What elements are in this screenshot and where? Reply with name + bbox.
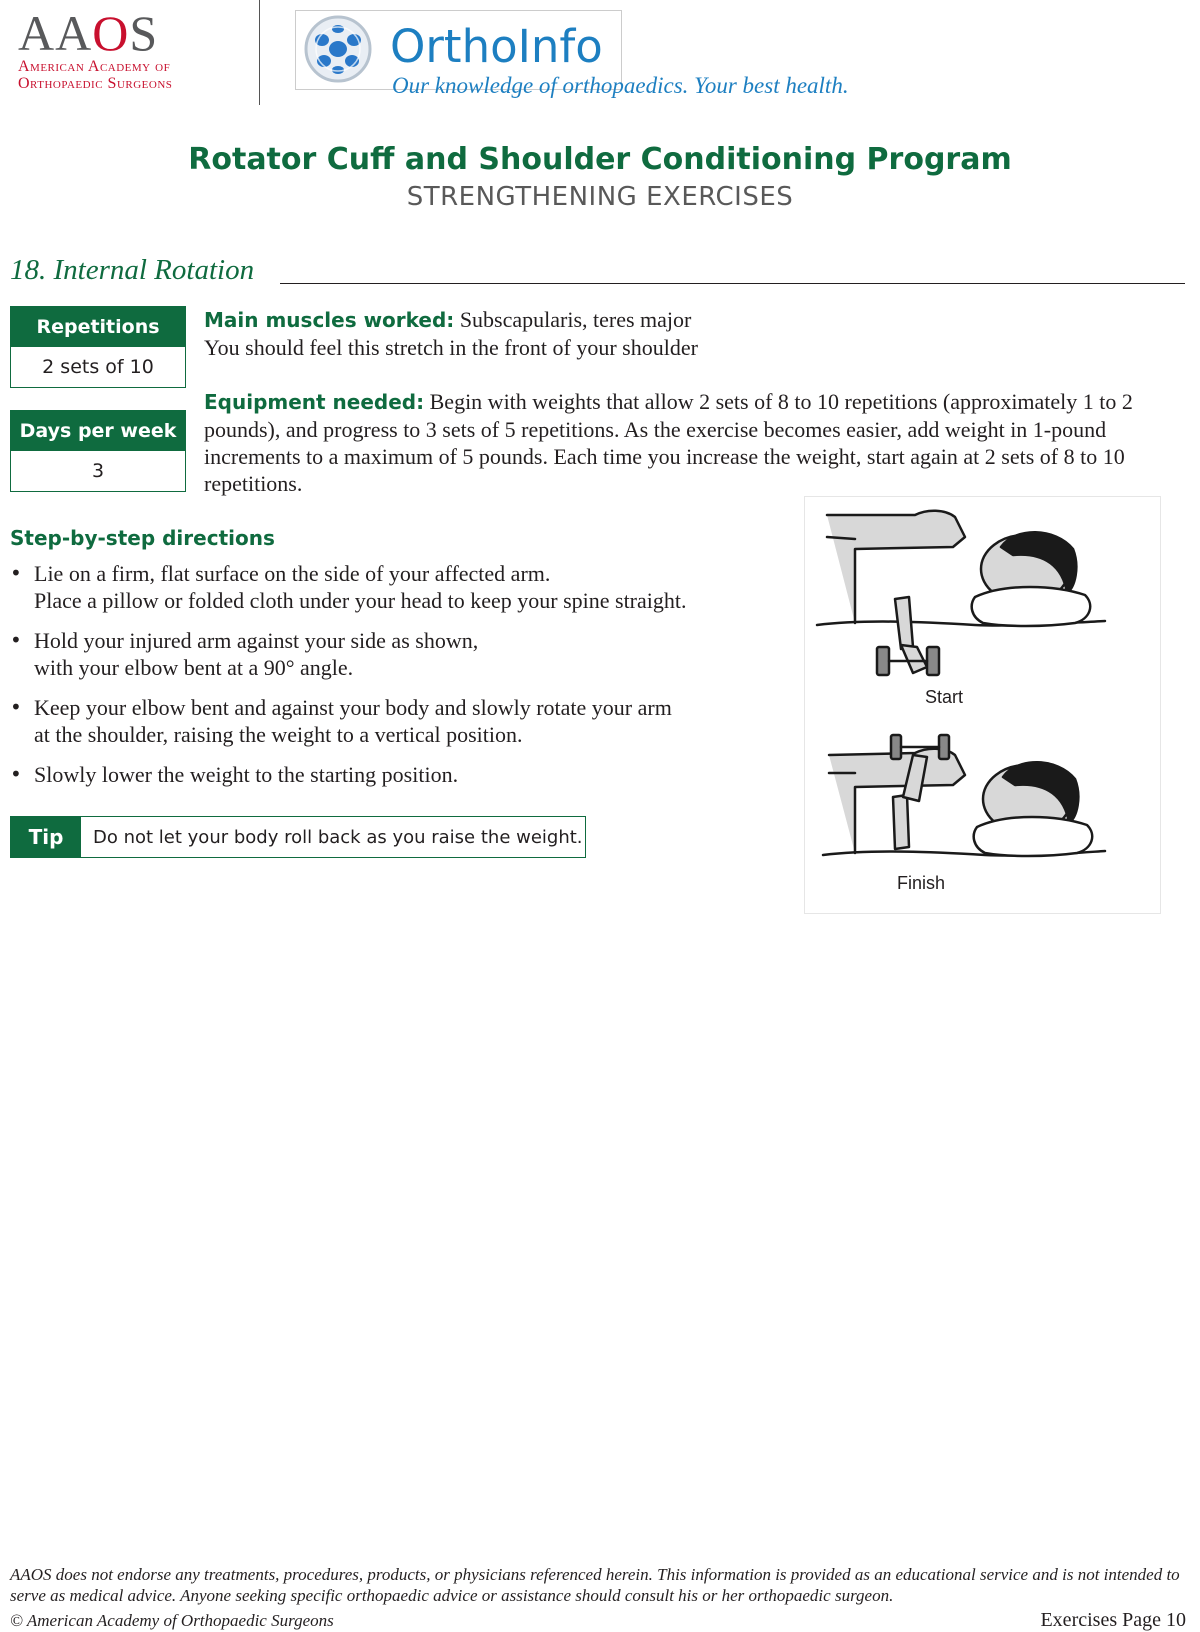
aaos-name xyxy=(18,58,172,92)
finish-pose-illustration xyxy=(823,735,1105,856)
tip-label: Tip xyxy=(11,817,81,857)
orthoinfo-title: OrthoInfo xyxy=(390,20,603,73)
equipment-value: Begin with weights that allow 2 sets of 8 to 10 repetitions (approximately 1 to 2 pounds), and progress to 3 sets of 5 repetitions. As the exercise becomes easier, add weight in 1-pound increments to a maximum of 5 pounds. Each time you increase the weight, start again at 2 sets of 8 to 10 repetitions. xyxy=(204,389,1133,496)
orthoinfo-tagline: Our knowledge of orthopaedics. Your best health. xyxy=(392,73,849,98)
document-title: Rotator Cuff and Shoulder Conditioning Program xyxy=(188,142,1012,177)
orthoinfo-ball-icon xyxy=(300,14,376,84)
stretch-note: You should feel this stretch in the front of your shoulder xyxy=(204,335,698,360)
page-section: Exercises xyxy=(1040,1609,1118,1631)
document-subtitle: STRENGTHENING EXERCISES xyxy=(406,182,794,212)
days-per-week-box xyxy=(10,410,186,492)
finish-caption: Finish xyxy=(897,873,946,893)
list-item: • Keep your elbow bent and against your body and slowly rotate your arm at the shoulder, raising the weight to a vertical position. xyxy=(10,694,770,748)
list-item: • Lie on a firm, flat surface on the side of your affected arm. Place a pillow or folded cloth under your head to keep your spine straight. xyxy=(10,560,770,614)
page-label: Page 10 xyxy=(1117,1609,1186,1631)
page-number xyxy=(1040,1609,1186,1632)
equipment-needed xyxy=(204,388,1170,497)
start-pose-illustration xyxy=(817,511,1105,675)
aaos-name-line1: American Academy of xyxy=(18,58,171,75)
aaos-name-line2: Orthopaedic Surgeons xyxy=(18,75,173,92)
steps-heading: Step-by-step directions xyxy=(10,526,275,550)
exercise-title-rule xyxy=(280,283,1185,284)
equipment-label: Equipment needed: xyxy=(204,390,425,414)
header-divider xyxy=(259,0,260,105)
start-caption: Start xyxy=(925,687,964,707)
aaos-wordmark: AAOS xyxy=(18,5,159,61)
repetitions-value: 2 sets of 10 xyxy=(42,356,154,378)
aaos-wordmark-o: O xyxy=(92,5,130,61)
illustration-drawing xyxy=(805,497,1160,913)
days-per-week-label: Days per week xyxy=(11,411,185,451)
list-item: • Slowly lower the weight to the starting position. xyxy=(10,761,770,788)
muscles-value: Subscapularis, teres major xyxy=(454,307,692,332)
repetitions-label: Repetitions xyxy=(11,307,185,347)
tip-box xyxy=(10,816,586,858)
tip-text: Do not let your body roll back as you raise the weight. xyxy=(93,826,583,848)
list-item: • Hold your injured arm against your side as shown, with your elbow bent at a 90° angle. xyxy=(10,627,770,681)
muscles-worked xyxy=(204,306,1164,361)
steps-list xyxy=(10,560,770,801)
repetitions-box xyxy=(10,306,186,388)
exercise-title: 18. Internal Rotation xyxy=(10,254,255,286)
footer-disclaimer: AAOS does not endorse any treatments, procedures, products, or physicians referenced herein. This information is provided as an educational service and is not intended to serve as medical advice. Anyone seeking specific orthopaedic advice or assistance should consult his or her orthopaedic surgeon. xyxy=(10,1565,1180,1605)
footer-copyright: © American Academy of Orthopaedic Surgeons xyxy=(10,1611,334,1630)
days-per-week-value: 3 xyxy=(91,460,105,482)
exercise-illustration xyxy=(804,496,1161,914)
muscles-label: Main muscles worked: xyxy=(204,308,455,332)
